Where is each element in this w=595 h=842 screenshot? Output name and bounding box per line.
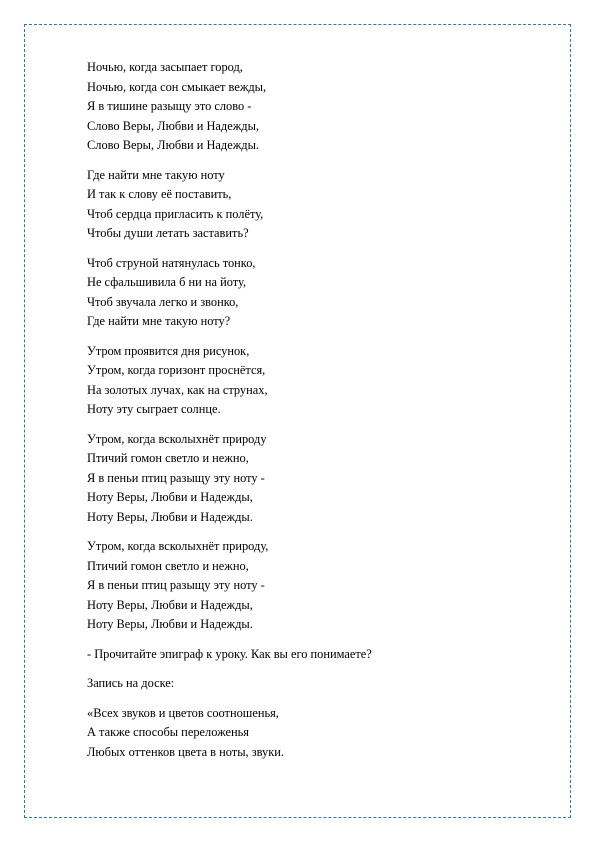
poem-stanza-4 (87, 342, 507, 420)
poem-line: Я в пеньи птиц разыщу эту ноту - (87, 578, 265, 592)
poem-line: Утром проявится дня рисунок, (87, 343, 250, 358)
poem-line: Ноту эту сыграет солнце. (87, 402, 221, 416)
poem-line: Чтобы души летать заставить? (87, 226, 249, 240)
poem-line: Где найти мне такую ноту (87, 167, 225, 182)
teacher-question: - Прочитайте эпиграф к уроку. Как вы его понимаете? (87, 646, 372, 661)
poem-line: Ноту Веры, Любви и Надежды, (87, 490, 253, 504)
poem-line: Не сфальшивила б ни на йоту, (87, 275, 247, 289)
poem-stanza-6 (87, 537, 507, 635)
poem-line: Чтоб струной натянулась тонко, (87, 255, 256, 270)
poem-stanza-5 (87, 430, 507, 528)
poem-line: Ночью, когда сон смыкает вежды, (87, 79, 267, 94)
document-body (87, 58, 507, 772)
board-label: Запись на доске: (87, 676, 175, 690)
quote-line: Любых оттенков цвета в ноты, звуки. (87, 744, 284, 759)
poem-line: Чтоб звучала легко и звонко, (87, 294, 239, 309)
poem-line: Ноту Веры, Любви и Надежды, (87, 597, 253, 612)
poem-line: На золотых лучах, как на струнах, (87, 382, 268, 397)
poem-line: Где найти мне такую ноту? (87, 314, 231, 328)
poem-line: Ночью, когда засыпает город, (87, 60, 243, 74)
quote-line: «Всех звуков и цветов соотношенья, (87, 705, 279, 720)
poem-line: Я в тишине разыщу это слово - (87, 99, 252, 113)
poem-line: Чтоб сердца пригласить к полёту, (87, 206, 264, 221)
poem-stanza-1 (87, 58, 507, 156)
poem-line: Птичий гомон светло и нежно, (87, 558, 249, 573)
poem-line: Слово Веры, Любви и Надежды. (87, 138, 259, 152)
poem-line: Утром, когда всколыхнёт природу (87, 431, 267, 446)
poem-line: И так к слову её поставить, (87, 187, 232, 201)
poem-stanza-2 (87, 166, 507, 244)
poem-line: Ноту Веры, Любви и Надежды. (87, 509, 253, 524)
poem-line: Я в пеньи птиц разыщу эту ноту - (87, 470, 265, 485)
poem-line: Птичий гомон светло и нежно, (87, 451, 249, 465)
quote-line: А также способы переложенья (87, 725, 249, 739)
poem-line: Утром, когда горизонт проснётся, (87, 363, 266, 377)
poem-line: Утром, когда всколыхнёт природу, (87, 539, 269, 553)
poem-line: Ноту Веры, Любви и Надежды. (87, 617, 253, 631)
epigraph-quote (87, 704, 507, 763)
poem-line: Слово Веры, Любви и Надежды, (87, 118, 259, 133)
poem-stanza-3 (87, 254, 507, 332)
